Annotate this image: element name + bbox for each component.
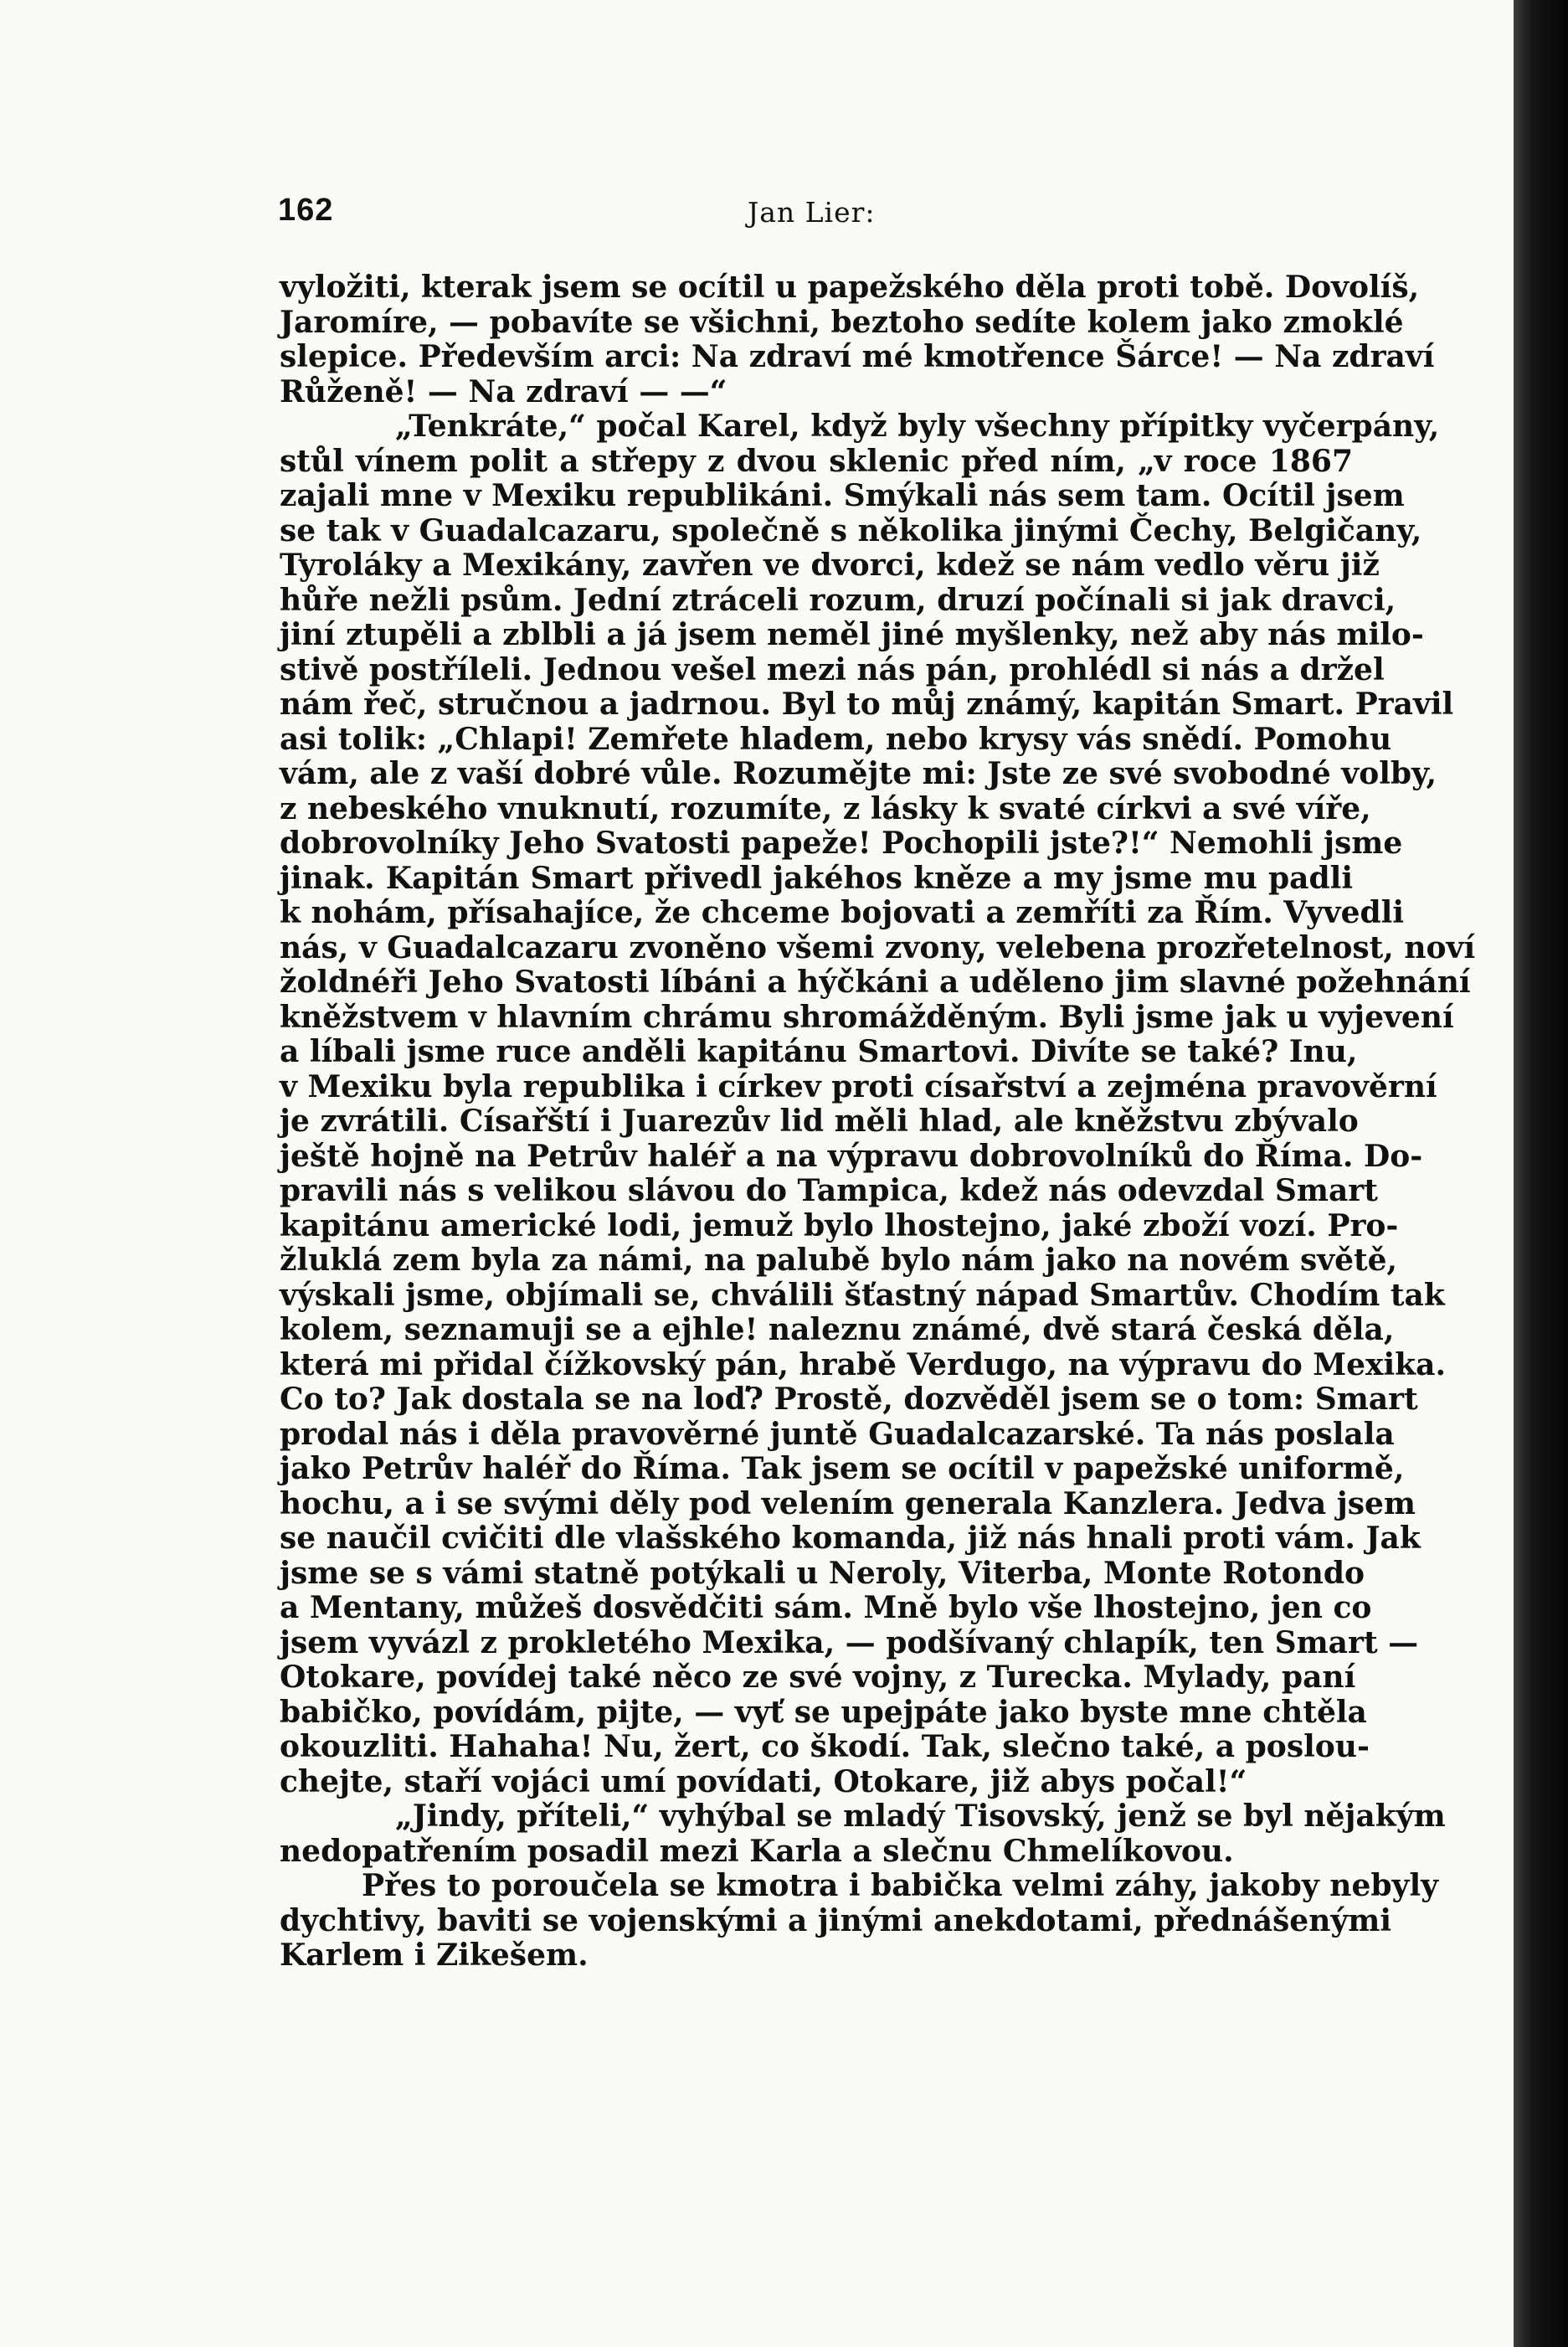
text-line: „Tenkráte,“ počal Karel, když byly všechny přípitky vyčerpány, <box>395 409 1440 444</box>
text-line: Jaromíre, — pobavíte se všichni, beztoho sedíte kolem jako zmoklé <box>280 304 1404 340</box>
text-line: okouzliti. Hahaha! Nu, žert, co škodí. Tak, slečno také, a poslou- <box>280 1729 1370 1764</box>
text-line: jinak. Kapitán Smart přivedl jakéhos kněze a my jsme mu padli <box>280 860 1353 896</box>
text-line: a Mentany, můžeš dosvědčiti sám. Mně bylo vše lhostejno, jen co <box>280 1590 1372 1625</box>
text-line: která mi přidal čížkovský pán, hrabě Verdugo, na výpravu do Mexika. <box>280 1346 1446 1382</box>
text-line: Otokare, povídej také něco ze své vojny, z Turecka. Mylady, paní <box>280 1660 1356 1695</box>
text-line: se naučil cvičiti dle vlašského komanda, již nás hnali proti vám. Jak <box>280 1521 1421 1556</box>
text-line: žluklá zem byla za námi, na palubě bylo nám jako na novém světě, <box>280 1243 1398 1278</box>
text-line: dychtivy, baviti se vojenskými a jinými anekdotami, přednášenými <box>280 1902 1392 1938</box>
text-line: vyložiti, kterak jsem se ocítil u papežského děla proti tobě. Dovolíš, <box>280 270 1420 305</box>
text-line: Tyroláky a Mexikány, zavřen ve dvorci, kdež se nám vedlo věru již <box>280 548 1380 583</box>
text-line: babičko, povídám, pijte, — vyť se upejpáte jako byste mne chtěla <box>280 1694 1367 1730</box>
text-line: nám řeč, stručnou a jadrnou. Byl to můj známý, kapitán Smart. Pravil <box>280 687 1454 722</box>
text-line: „Jindy, příteli,“ vyhýbal se mladý Tisovský, jenž se byl nějakým <box>395 1799 1446 1834</box>
text-line: je zvrátili. Císařští i Juarezův lid měli hlad, ale kněžstvu zbývalo <box>280 1104 1359 1139</box>
page-number: 162 <box>278 193 334 228</box>
text-line: Růženě! — Na zdraví — —“ <box>280 373 727 409</box>
page-header <box>0 193 1568 251</box>
text-line: jsem vyvázl z prokletého Mexika, — podšívaný chlapík, ten Smart — <box>280 1624 1419 1660</box>
text-line: kněžstvem v hlavním chrámu shromážděným. Byli jsme jak u vyjevení <box>280 999 1454 1035</box>
text-line: Přes to poroučela se kmotra i babička velmi záhy, jakoby nebyly <box>362 1868 1439 1903</box>
text-line: dobrovolníky Jeho Svatosti papeže! Pochopili jste?!“ Nemohli jsme <box>280 826 1403 861</box>
text-line: stůl vínem polit a střepy z dvou sklenic před ním, „v roce 1867 <box>280 443 1353 479</box>
text-line: v Mexiku byla republika i církev proti císařství a zejména pravověrní <box>280 1068 1437 1104</box>
text-line: kolem, seznamuji se a ejhle! naleznu známé, dvě stará česká děla, <box>280 1312 1395 1347</box>
text-line: chejte, staří vojáci umí povídati, Otokare, již abys počal!“ <box>280 1763 1247 1799</box>
text-line: slepice. Především arci: Na zdraví mé kmotřence Šárce! — Na zdraví <box>280 339 1435 374</box>
text-line: jako Petrův haléř do Říma. Tak jsem se ocítil v papežské uniformě, <box>280 1451 1405 1486</box>
scan-dark-edge <box>1514 0 1568 2347</box>
text-line: zajali mne v Mexiku republikáni. Smýkali nás sem tam. Ocítil jsem <box>280 478 1405 513</box>
text-line: hochu, a i se svými děly pod velením generala Kanzlera. Jedva jsem <box>280 1485 1416 1521</box>
text-line: jsme se s vámi statně potýkali u Neroly, Viterba, Monte Rotondo <box>280 1555 1365 1591</box>
text-line: k nohám, přísahajíce, že chceme bojovati a zemříti za Řím. Vyvedli <box>280 895 1405 930</box>
text-line: pravili nás s velikou slávou do Tampica, kdež nás odevzdal Smart <box>280 1173 1378 1208</box>
text-line: žoldnéři Jeho Svatosti líbáni a hýčkáni a uděleno jim slavné požehnání <box>280 965 1471 1000</box>
text-line: jiní ztupěli a zblbli a já jsem neměl jiné myšlenky, než aby nás milo- <box>280 617 1424 652</box>
text-line: nedopatřením posadil mezi Karla a slečnu Chmelíkovou. <box>280 1833 1234 1869</box>
text-line: asi tolik: „Chlapi! Zemřete hladem, nebo krysy vás snědí. Pomohu <box>280 721 1392 757</box>
text-line: z nebeského vnuknutí, rozumíte, z lásky k svaté církvi a své víře, <box>280 790 1371 826</box>
text-line: ještě hojně na Petrův haléř a na výpravu dobrovolníků do Říma. Do- <box>280 1138 1423 1174</box>
text-line: nás, v Guadalcazaru zvoněno všemi zvony, velebena prozřetelnost, noví <box>280 929 1476 965</box>
text-line: hůře nežli psům. Jední ztráceli rozum, druzí počínali si jak dravci, <box>280 582 1396 618</box>
text-line: Karlem i Zikešem. <box>280 1938 589 1973</box>
body-text <box>280 270 1476 1974</box>
text-line: a líbali jsme ruce anděli kapitánu Smartovi. Divíte se také? Inu, <box>280 1034 1358 1069</box>
text-line: stivě postříleli. Jednou vešel mezi nás pán, prohlédl si nás a držel <box>280 651 1385 687</box>
text-line: prodal nás i děla pravověrné juntě Guadalcazarské. Ta nás poslala <box>280 1416 1395 1452</box>
text-line: výskali jsme, objímali se, chválili šťastný nápad Smartův. Chodím tak <box>280 1277 1445 1313</box>
text-line: vám, ale z vaší dobré vůle. Rozumějte mi: Jste ze své svobodné volby, <box>280 756 1437 791</box>
text-line: kapitánu americké lodi, jemuž bylo lhostejno, jaké zboží vozí. Pro- <box>280 1207 1399 1243</box>
running-head: Jan Lier: <box>748 196 876 229</box>
text-line: se tak v Guadalcazaru, společně s několika jinými Čechy, Belgičany, <box>280 512 1422 548</box>
text-line: Co to? Jak dostala se na loď? Prostě, dozvěděl jsem se o tom: Smart <box>280 1382 1418 1417</box>
